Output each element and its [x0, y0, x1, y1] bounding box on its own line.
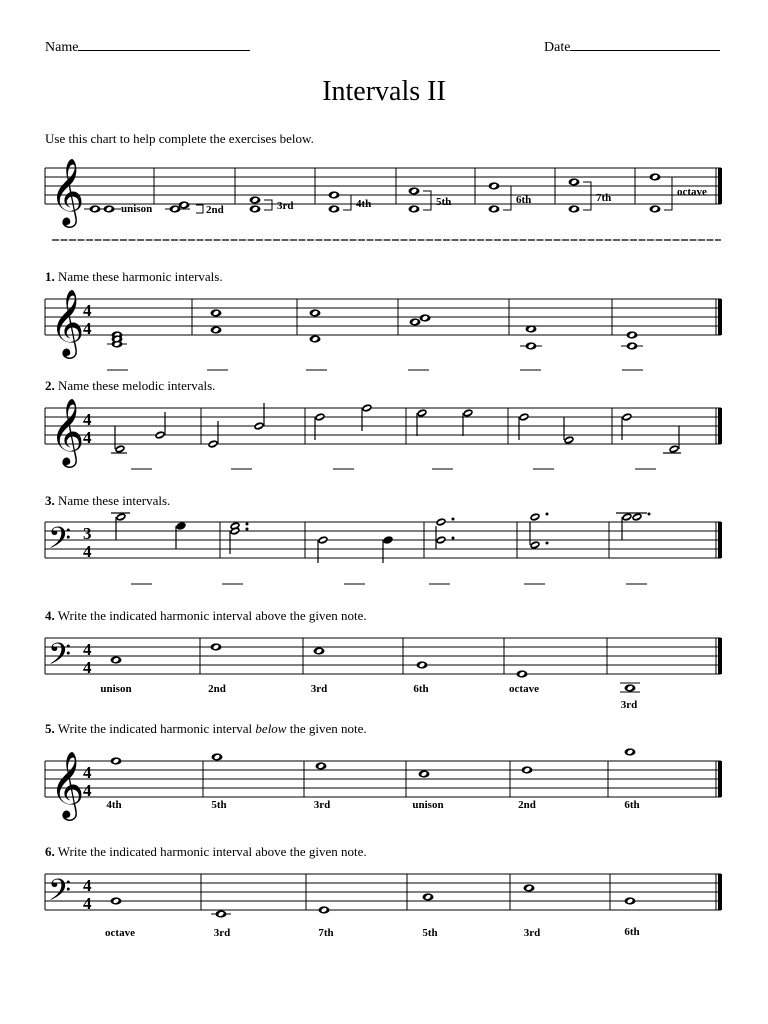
svg-text:3rd: 3rd [277, 200, 294, 212]
svg-text:unison: unison [412, 799, 444, 811]
svg-text:4th: 4th [356, 198, 372, 210]
svg-text:3: 3 [83, 524, 92, 543]
exercise-6-labels [105, 926, 640, 939]
treble-clef-icon: 𝄞 [50, 397, 85, 465]
svg-text:4: 4 [83, 781, 92, 800]
exercise-5-labels [106, 799, 639, 811]
svg-text:2nd: 2nd [206, 204, 224, 216]
svg-text:3rd: 3rd [310, 683, 328, 695]
exercise-2-staff [45, 397, 722, 469]
exercise-4-staff [45, 638, 722, 692]
svg-text:4: 4 [83, 428, 92, 447]
svg-text:6th: 6th [624, 926, 640, 938]
exercise-3-staff [45, 512, 722, 584]
exercise-4-instruction: 4. Write the indicated harmonic interval above the given note. [45, 608, 367, 623]
svg-text:6th: 6th [516, 194, 532, 206]
exercise-6-staff [45, 874, 722, 918]
svg-text:octave: octave [677, 186, 707, 198]
svg-text:4: 4 [83, 640, 92, 659]
svg-text:4: 4 [83, 301, 92, 320]
svg-text:6th: 6th [624, 799, 640, 811]
svg-text:5th: 5th [422, 927, 438, 939]
svg-text:4: 4 [83, 763, 92, 782]
svg-text:5th: 5th [436, 196, 452, 208]
svg-text:unison: unison [100, 683, 132, 695]
name-label: Name [45, 40, 79, 55]
svg-text:2nd: 2nd [208, 683, 226, 695]
svg-text:3rd: 3rd [523, 927, 541, 939]
svg-text:3rd: 3rd [213, 927, 231, 939]
svg-text:6th: 6th [413, 683, 429, 695]
svg-text:4: 4 [83, 410, 92, 429]
exercise-6-instruction: 6. Write the indicated harmonic interval above the given note. [45, 844, 367, 859]
svg-text:octave: octave [105, 927, 135, 939]
exercise-5-staff [45, 748, 722, 821]
treble-clef-icon: 𝄞 [50, 157, 85, 225]
svg-text:2nd: 2nd [518, 799, 536, 811]
exercise-3-instruction: 3. Name these intervals. [45, 493, 171, 508]
bass-clef-icon: 𝄢 [48, 522, 72, 563]
svg-text:4: 4 [83, 542, 92, 561]
svg-text:5th: 5th [211, 799, 227, 811]
svg-text:3rd: 3rd [313, 799, 331, 811]
svg-text:4: 4 [83, 894, 92, 913]
svg-text:3rd: 3rd [620, 699, 638, 711]
interval-chart-staff [45, 157, 722, 228]
svg-text:4: 4 [83, 658, 92, 677]
svg-text:4th: 4th [106, 799, 122, 811]
exercise-1-instruction: 1. Name these harmonic intervals. [45, 269, 223, 284]
intro-text: Use this chart to help complete the exercises below. [45, 131, 314, 146]
exercise-5-instruction: 5. Write the indicated harmonic interval below the given note. [45, 721, 367, 736]
treble-clef-icon: 𝄞 [50, 750, 85, 818]
svg-text:4: 4 [83, 319, 92, 338]
svg-text:7th: 7th [318, 927, 334, 939]
bass-clef-icon: 𝄢 [48, 638, 72, 679]
exercise-2-instruction: 2. Name these melodic intervals. [45, 378, 216, 393]
bass-clef-icon: 𝄢 [48, 874, 72, 915]
exercise-4-labels [100, 683, 637, 711]
page-title: Intervals II [322, 76, 446, 107]
treble-clef-icon: 𝄞 [50, 288, 85, 356]
svg-text:7th: 7th [596, 192, 612, 204]
svg-text:unison: unison [121, 203, 153, 215]
exercise-1-staff [45, 288, 722, 370]
svg-text:octave: octave [509, 683, 539, 695]
date-label: Date [544, 40, 571, 55]
svg-text:4: 4 [83, 876, 92, 895]
